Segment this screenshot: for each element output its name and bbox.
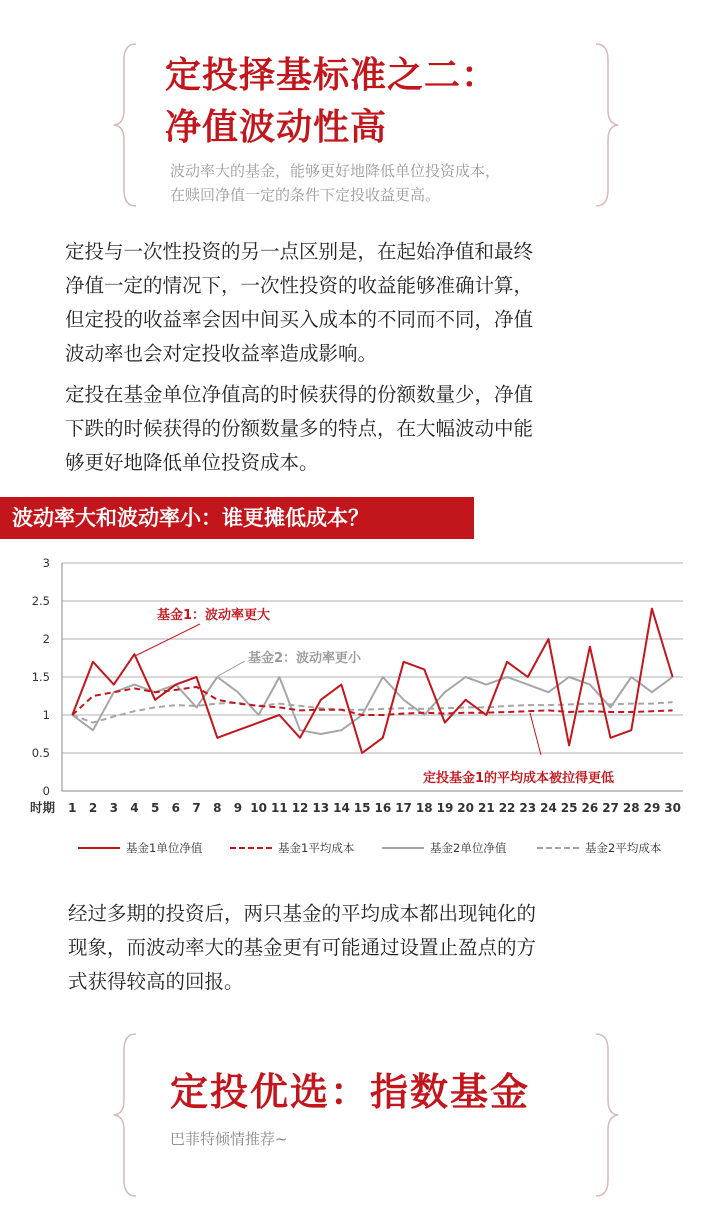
x-tick-label: 23 <box>519 801 537 815</box>
x-tick-label: 12 <box>291 801 309 815</box>
line-chart <box>0 548 720 868</box>
paragraph-2 <box>65 378 665 480</box>
right-brace-bottom <box>592 1030 622 1200</box>
chart-legend <box>78 841 662 855</box>
x-tick-label: 3 <box>109 801 118 815</box>
annotation-fund1-cost-pointer <box>530 713 541 755</box>
x-tick-label: 19 <box>436 801 454 815</box>
x-tick-label: 28 <box>622 801 640 815</box>
x-tick-label: 13 <box>312 801 330 815</box>
x-tick-label: 29 <box>643 801 661 815</box>
section-title-line2: 净值波动性高 <box>165 107 388 148</box>
x-tick-label: 20 <box>457 801 475 815</box>
x-tick-label: 16 <box>374 801 392 815</box>
paragraph-line: 但定投的收益率会因中间买入成本的不同而不同，净值 <box>65 308 534 331</box>
x-tick-label: 17 <box>395 801 412 815</box>
legend-label: 基金1平均成本 <box>278 841 355 855</box>
x-tick-label: 27 <box>602 801 619 815</box>
section-title-line1: 定投择基标准之二： <box>165 55 499 96</box>
paragraph-line: 现象，而波动率大的基金更有可能通过设置止盈点的方 <box>68 936 537 959</box>
paragraph-line: 定投在基金单位净值高的时候获得的份额数量少，净值 <box>65 383 534 406</box>
y-tick-label: 0.5 <box>31 746 50 760</box>
x-tick-label: 4 <box>130 801 139 815</box>
x-tick-label: 15 <box>353 801 371 815</box>
x-tick-label: 22 <box>498 801 516 815</box>
x-tick-label: 8 <box>213 801 222 815</box>
paragraph-line: 净值一定的情况下，一次性投资的收益能够准确计算， <box>65 274 534 297</box>
x-tick-label: 18 <box>415 801 433 815</box>
annotation-fund2-pointer <box>218 661 245 676</box>
x-tick-label: 2 <box>88 801 98 815</box>
left-brace-bottom <box>110 1030 140 1200</box>
legend-label: 基金1单位净值 <box>126 841 203 855</box>
right-brace-top <box>592 40 622 210</box>
x-axis-label: 时期 <box>30 800 56 815</box>
paragraph-1 <box>65 235 665 371</box>
y-tick-label: 2.5 <box>31 594 50 608</box>
y-tick-label: 2 <box>42 632 50 646</box>
x-tick-label: 5 <box>150 801 160 815</box>
annotation-fund1: 基金1：波动率更大 <box>157 608 271 623</box>
series-line-2 <box>72 687 672 715</box>
x-tick-label: 25 <box>560 801 578 815</box>
section2-title: 定投优选：指数基金 <box>170 1070 531 1114</box>
x-tick-label: 7 <box>192 801 201 815</box>
x-tick-label: 14 <box>333 801 350 815</box>
section-subtitle-line2: 在赎回净值一定的条件下定投收益更高。 <box>170 186 441 204</box>
section2-subtitle: 巴菲特倾情推荐~ <box>170 1130 288 1148</box>
x-tick-label: 9 <box>233 801 243 815</box>
paragraph-line: 经过多期的投资后，两只基金的平均成本都出现钝化的 <box>68 902 537 925</box>
legend-label: 基金2单位净值 <box>430 841 507 855</box>
x-tick-label: 30 <box>664 801 682 815</box>
left-brace-top <box>110 40 140 210</box>
series-line-1 <box>72 609 672 753</box>
x-tick-label: 24 <box>540 801 557 815</box>
x-tick-label: 26 <box>581 801 599 815</box>
x-tick-label: 6 <box>171 801 181 815</box>
paragraph-line: 够更好地降低单位投资成本。 <box>65 451 319 474</box>
legend-label: 基金2平均成本 <box>585 841 662 855</box>
x-tick-label: 21 <box>477 801 495 815</box>
section-subtitle-line1: 波动率大的基金，能够更好地降低单位投资成本， <box>170 162 501 180</box>
y-tick-label: 1.5 <box>31 670 50 684</box>
y-tick-label: 1 <box>42 708 50 722</box>
x-tick-label: 11 <box>270 801 288 815</box>
chart-banner: 波动率大和波动率小：谁更摊低成本？ <box>0 497 474 539</box>
annotation-fund2: 基金2：波动率更小 <box>248 651 362 666</box>
paragraph-line: 下跌的时候获得的份额数量多的特点，在大幅波动中能 <box>65 417 534 440</box>
y-tick-label: 3 <box>42 556 50 570</box>
annotation-fund1-cost: 定投基金1的平均成本被拉得更低 <box>423 771 615 786</box>
paragraph-line: 波动率也会对定投收益率造成影响。 <box>65 342 378 365</box>
y-tick-label: 0 <box>42 784 50 798</box>
paragraph-line: 式获得较高的回报。 <box>68 970 244 993</box>
paragraph-3 <box>68 897 668 999</box>
paragraph-line: 定投与一次性投资的另一点区别是，在起始净值和最终 <box>65 240 534 263</box>
annotation-fund1-pointer <box>135 624 200 656</box>
x-tick-label: 10 <box>250 801 268 815</box>
x-tick-label: 1 <box>68 801 77 815</box>
